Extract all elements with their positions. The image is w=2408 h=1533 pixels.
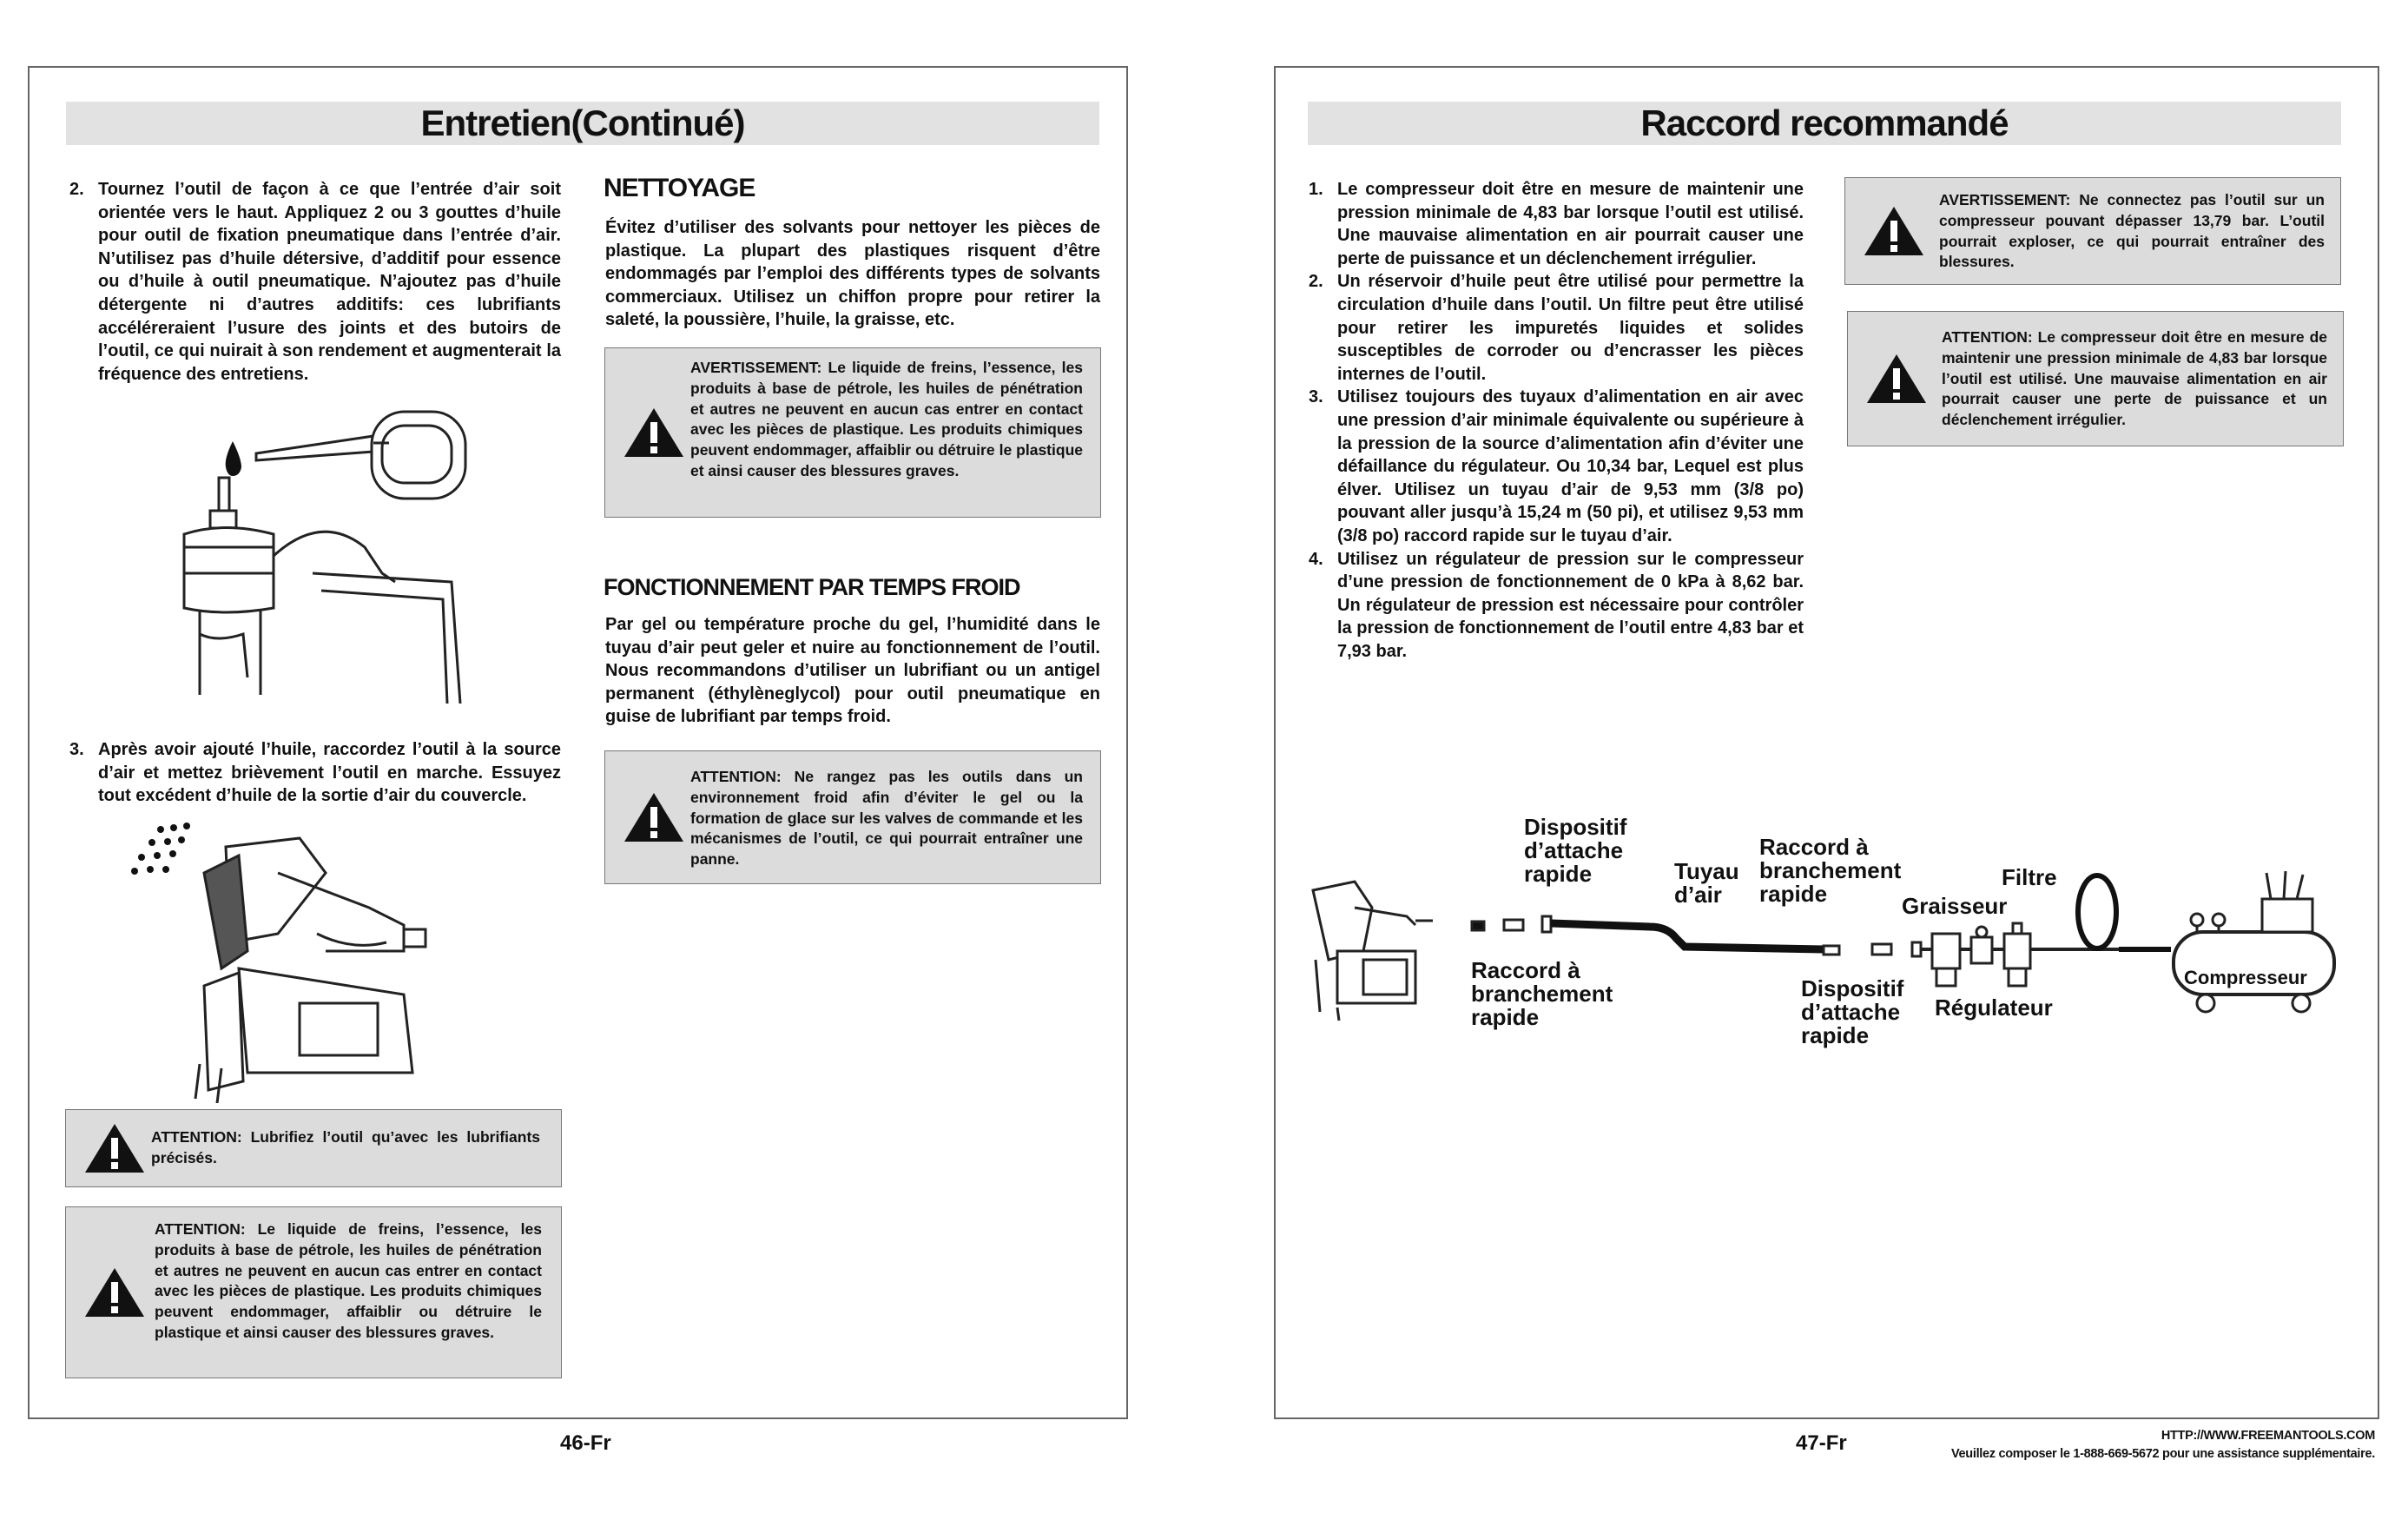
step-number: 3. (1309, 387, 1323, 407)
compressor-warning-text: AVERTISSEMENT: Ne connectez pas l’outil sur un compresseur pouvant dépasser 13,79 bar. L’outil pourrait exploser, ce qui pourrait entraîner des blessures. (1939, 191, 2325, 271)
step-2-text: Tournez l’outil de façon à ce que l’entrée d’air soit orientée vers le haut. Appliquez 2 ou 3 gouttes d’huile pour outil de fixation pneumatique dans l’entrée d’air. N’utilisez pas d’huile détersive, d’additif pour essence ou d’huile à outil pneumatique. N’ajoutez pas d’huile détergente ni d’autres additifs: ces lubrifiants accéléreraient l’usure des joints et des butoirs de l’outil, ce qui nuirait à son rendement et augmenterait la fréquence des entretiens. (98, 180, 561, 384)
right-page-number: 47-Fr (1796, 1431, 1847, 1455)
warning-triangle-icon (623, 405, 685, 460)
step-2-number: 2. (69, 180, 84, 199)
step-3-text: Après avoir ajouté l’huile, raccordez l’outil à la source d’air et mettez brièvement l’outil en marche. Essuyez tout excédent d’huile de la sortie d’air du couvercle. (98, 740, 561, 806)
warning-triangle-icon (83, 1265, 146, 1320)
label-lubricator: Graisseur (1902, 893, 2008, 919)
right-page-title: Raccord recommandé (1308, 102, 2341, 145)
warning-triangle-icon (83, 1120, 146, 1176)
compressor-attention-box (1847, 311, 2344, 446)
compressor-warning-box (1844, 177, 2341, 285)
oil-bottle-illustration (165, 382, 478, 704)
label-quick-coupler-top: Dispositif d’attache rapide (1524, 814, 1627, 887)
step-text: Un réservoir d’huile peut être utilisé pour permettre la circulation d’huile dans l’outil. Un filtre peut être utilisé pour retirer les impuretés liquides et solides susceptibles de corroder ou d’encrasser les pièces internes de l’outil. (1337, 272, 1804, 384)
step-text: Utilisez toujours des tuyaux d’alimentation en air avec une pression d’air minimale équivalente ou supérieure à la pression de la source d’alimentation afin d’éviter une défaillance du régulateur. Ou 10,34 bar, Lequel est plus élver. Utilisez un tuyau d’air de 9,53 mm (3/8 po) pouvant aller jusqu’à 15,24 m (50 pi), et utilisez 9,53 mm (3/8 po) raccord rapide sur le tuyau d’air. (1337, 387, 1804, 545)
footer-phone: Veuillez composer le 1-888-669-5672 pour une assistance supplémentaire. (1950, 1447, 2375, 1461)
step-item (1309, 386, 1804, 547)
footer-url: HTTP://WWW.FREEMANTOOLS.COM (2161, 1429, 2375, 1443)
compressor-attention-text: ATTENTION: Le compresseur doit être en mesure de maintenir une pression minimale de 4,83 bar lorsque l’outil est utilisé. Une mauvaise alimentation en air pourrait causer une perte de puissance et un déclenchement irrégulier. (1942, 328, 2327, 429)
cold-weather-text: Par gel ou température proche du gel, l’humidité dans le tuyau d’air peut geler et nuire au fonctionnement de l’outil. Nous recommandons d’utiliser un lubrifiant ou un antigel permanent (éthylèneglycol) pour outil pneumatique en guise de lubrifiant par temps froid. (605, 615, 1100, 727)
step-item (1309, 270, 1804, 386)
warning-triangle-icon (1865, 351, 1928, 406)
label-quick-plug-bottom: Raccord à branchement rapide (1471, 957, 1613, 1030)
cold-weather-heading: FONCTIONNEMENT PAR TEMPS FROID (604, 574, 1020, 600)
warning-triangle-icon (623, 790, 685, 845)
step-text: Le compresseur doit être en mesure de maintenir une pression minimale de 4,83 bar lorsque l’outil est utilisé. Une mauvaise alimentation en air pourrait causer une perte de puissance et un déclenchement irrégulier. (1337, 180, 1804, 268)
step-text: Utilisez un régulateur de pression sur le compresseur d’une pression de fonctionnement de 0 kPa à 8,62 bar. Un régulateur de pression est nécessaire pour contrôler la pression de fonctionnement de l’outil entre 4,83 bar et 7,93 bar. (1337, 549, 1804, 661)
warning-triangle-icon (1863, 203, 1925, 259)
step-item (1309, 548, 1804, 664)
step-number: 4. (1309, 549, 1323, 569)
attention-lubricant-box (65, 1109, 562, 1187)
label-air-hose: Tuyau d’air (1674, 858, 1739, 908)
step-item (1309, 178, 1804, 270)
label-regulator: Régulateur (1935, 994, 2053, 1021)
step-number: 2. (1309, 272, 1323, 292)
label-quick-coupler-bottom: Dispositif d’attache rapide (1801, 975, 1904, 1048)
step-3-number: 3. (69, 740, 84, 759)
step-2 (69, 178, 561, 386)
coil-nailer-illustration (126, 821, 517, 1103)
steps-list (1309, 178, 1804, 663)
step-number: 1. (1309, 180, 1323, 199)
attention-lubricant-text: ATTENTION: Lubrifiez l’outil qu’avec les lubrifiants précisés. (151, 1128, 540, 1166)
cleaning-warning-text: AVERTISSEMENT: Le liquide de freins, l’essence, les produits à base de pétrole, les huiles de pénétration et autres ne peuvent en aucun cas entrer en contact avec les pièces de plastique. Les produits chimiques peuvent endommager, affaiblir ou détruire le plastique et ainsi causer des blessures graves. (690, 359, 1083, 479)
left-page-title: Entretien(Continué) (66, 102, 1099, 145)
cold-attention-box (604, 750, 1101, 884)
cold-attention-text: ATTENTION: Ne rangez pas les outils dans un environnement froid afin d’éviter le gel ou la formation de glace sur les valves de commande et les mécanismes de l’outil, ce qui pourrait entraîner une panne. (690, 768, 1083, 869)
left-page-number: 46-Fr (560, 1431, 611, 1455)
cleaning-text: Évitez d’utiliser des solvants pour nettoyer les pièces de plastique. La plupart des plastiques risquent d’être endommagés par l’emploi des différents types de solvants commerciaux. Utilisez un chiffon propre pour retirer la saleté, la poussière, l’huile, la graisse, etc. (605, 218, 1100, 330)
label-compressor: Compresseur (2184, 967, 2307, 988)
attention-solvents-text: ATTENTION: Le liquide de freins, l’essence, les produits à base de pétrole, les huiles de pénétration et autres ne peuvent en aucun cas entrer en contact avec les pièces de plastique. Les produits chimiques peuvent endommager, affaiblir ou détruire le plastique et ainsi causer des blessures graves. (155, 1220, 542, 1341)
step-3 (69, 738, 561, 808)
cleaning-warning-box (604, 347, 1101, 518)
label-filter: Filtre (2002, 864, 2057, 890)
cleaning-heading: NETTOYAGE (604, 174, 755, 202)
label-quick-plug-top: Raccord à branchement rapide (1759, 834, 1902, 907)
attention-solvents-box (65, 1206, 562, 1378)
